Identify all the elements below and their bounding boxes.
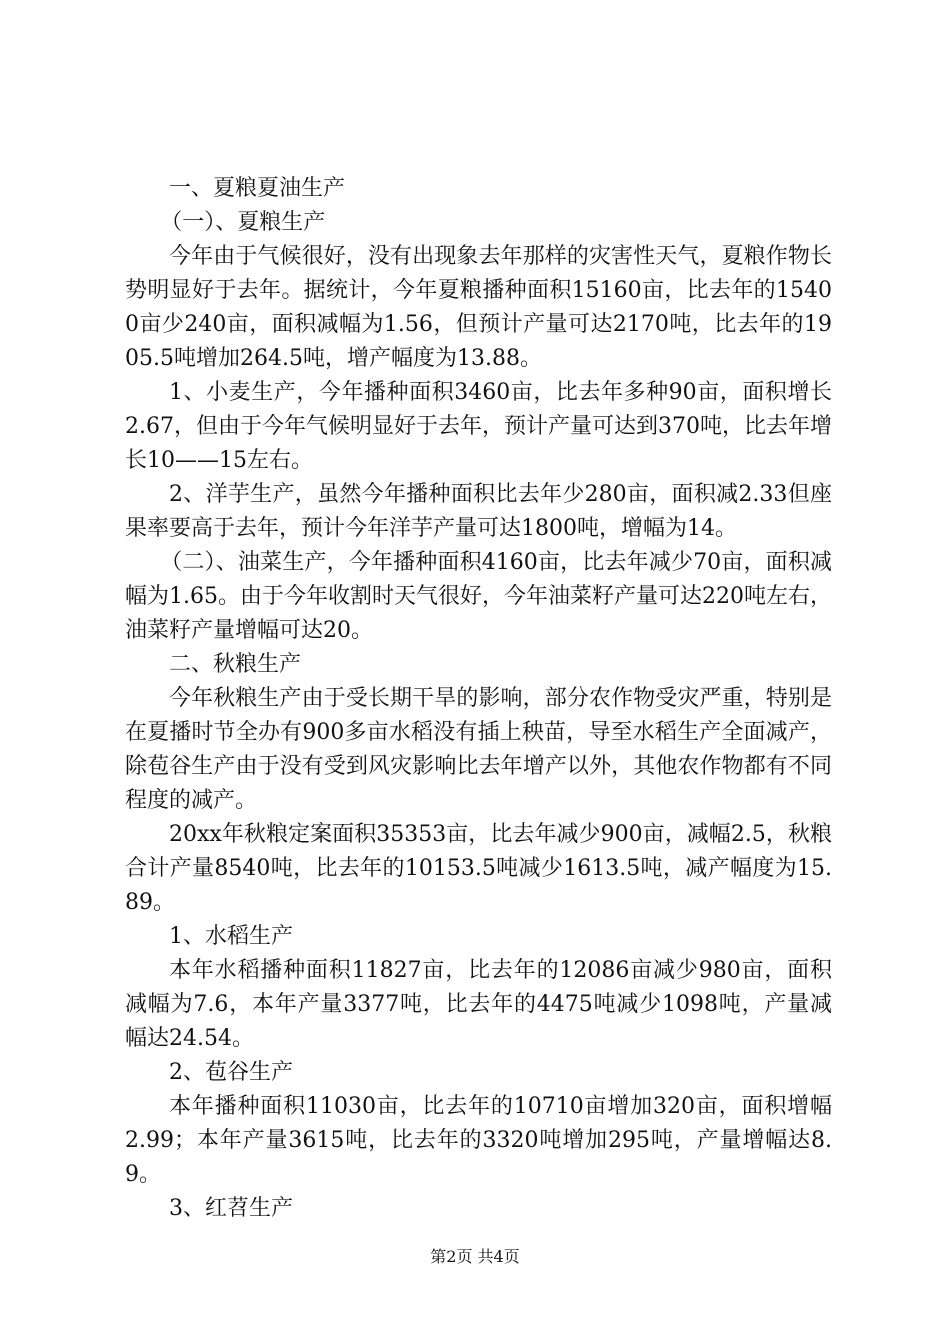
section-heading-summer: 一、夏粮夏油生产 [169, 176, 346, 201]
paragraph-potato: 2、洋芋生产，虽然今年播种面积比去年少280亩，面积减2.33但座果率要高于去年，预计今年洋芋产量可达1800吨，增幅为14。 [125, 482, 832, 541]
page-number-label: 第2页 共4页 [430, 1247, 520, 1266]
subheading-corn: 2、苞谷生产 [169, 1060, 293, 1085]
paragraph-autumn-totals: 20xx年秋粮定案面积35353亩，比去年减少900亩，减幅2.5，秋粮合计产量8540吨，比去年的10153.5吨减少1613.5吨，减产幅度为15.89。 [125, 822, 832, 915]
paragraph-summer-grain: 今年由于气候很好，没有出现象去年那样的灾害性天气，夏粮作物长势明显好于去年。据统计，今年夏粮播种面积15160亩，比去年的15400亩少240亩，面积减幅为1.56，但预计产量可达2170吨，比去年的1905.5吨增加264.5吨，增产幅度为13.88。 [125, 244, 832, 371]
subheading-sweet-potato: 3、红苕生产 [169, 1196, 293, 1221]
subsection-heading-summer-grain: （一）、夏粮生产 [160, 210, 326, 235]
paragraph-rice: 本年水稻播种面积11827亩，比去年的12086亩减少980亩，面积减幅为7.6，本年产量3377吨，比去年的4475吨减少1098吨，产量减幅达24.54。 [125, 958, 832, 1051]
document-body [125, 172, 832, 1226]
page-footer [0, 1247, 950, 1267]
section-heading-autumn: 二、秋粮生产 [169, 652, 302, 677]
paragraph-wheat: 1、小麦生产，今年播种面积3460亩，比去年多种90亩，面积增长2.67，但由于今年气候明显好于去年，预计产量可达到370吨，比去年增长10——15左右。 [125, 380, 832, 473]
paragraph-autumn-drought: 今年秋粮生产由于受长期干旱的影响，部分农作物受灾严重，特别是在夏播时节全办有900多亩水稻没有插上秧苗，导至水稻生产全面减产，除苞谷生产由于没有受到风灾影响比去年增产以外，其他农作物都有不同程度的减产。 [125, 686, 832, 813]
subheading-rice: 1、水稻生产 [169, 924, 293, 949]
paragraph-rapeseed: （二）、油菜生产，今年播种面积4160亩，比去年减少70亩，面积减幅为1.65。由于今年收割时天气很好，今年油菜籽产量可达220吨左右，油菜籽产量增幅可达20。 [125, 550, 832, 643]
paragraph-corn: 本年播种面积11030亩，比去年的10710亩增加320亩，面积增幅2.99；本年产量3615吨，比去年的3320吨增加295吨，产量增幅达8.9。 [125, 1094, 832, 1187]
